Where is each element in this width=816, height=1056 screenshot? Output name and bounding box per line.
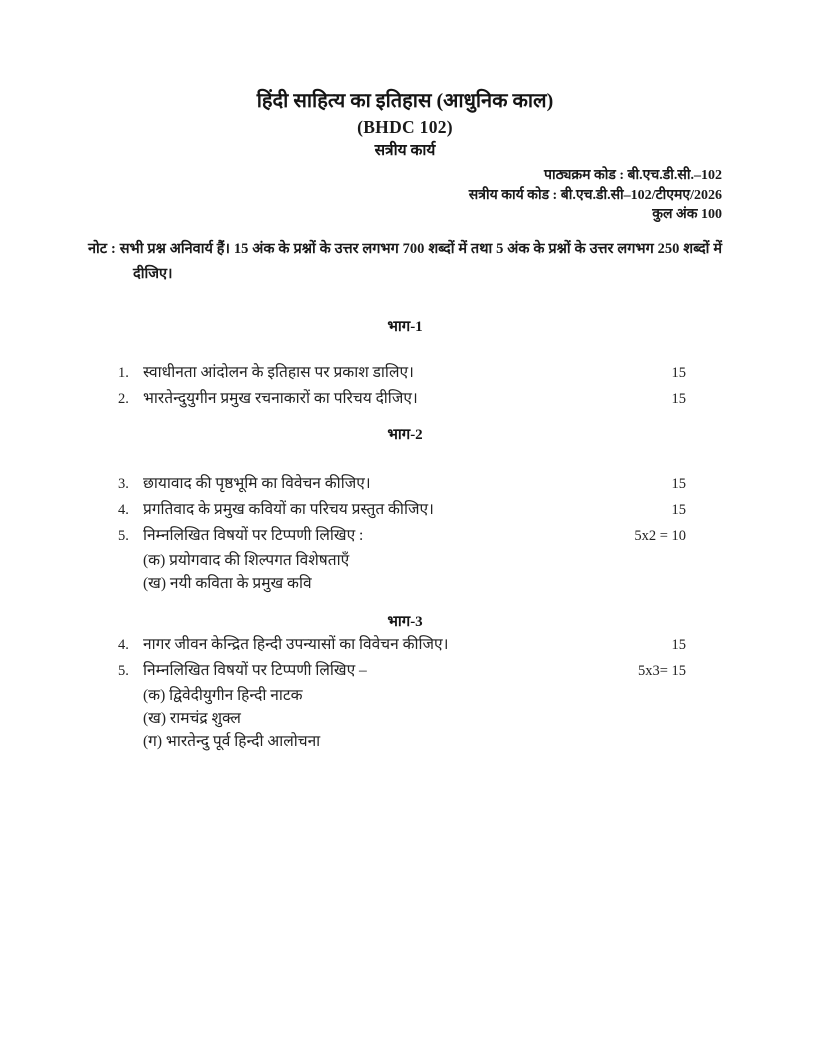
meta-total-marks: कुल अंक 100 <box>652 207 722 222</box>
question-number: 2. <box>118 390 129 407</box>
question-text: निम्नलिखित विषयों पर टिप्पणी लिखिए : <box>143 526 364 544</box>
meta-assignment-code: सत्रीय कार्य कोड : बी.एच.डी.सी–102/टीएमए/2026 <box>468 187 722 203</box>
question-marks: 15 <box>671 364 686 381</box>
question-row <box>88 471 722 497</box>
question-subitem: (ग) भारतेन्दु पूर्व हिन्दी आलोचना <box>143 732 321 750</box>
question-section <box>88 317 722 412</box>
section-heading: भाग-1 <box>387 318 423 335</box>
question-subitem: (क) प्रयोगवाद की शिल्पगत विशेषताएँ <box>143 551 350 569</box>
title-block <box>88 88 722 161</box>
question-marks: 15 <box>671 475 686 492</box>
note-text: सभी प्रश्न अनिवार्य हैं। 15 अंक के प्रश्नों के उत्तर लगभग 700 शब्दों में तथा 5 अंक के प्रश्नों के उत्तर लगभग 250 शब्दों में दीजिए। <box>119 240 722 282</box>
question-row <box>88 658 722 684</box>
question-section <box>88 425 722 595</box>
section-heading: भाग-3 <box>387 613 423 630</box>
question-row <box>88 497 722 523</box>
question-text: निम्नलिखित विषयों पर टिप्पणी लिखिए – <box>143 661 367 679</box>
question-row <box>88 632 722 658</box>
course-title: हिंदी साहित्य का इतिहास (आधुनिक काल) <box>256 90 554 112</box>
question-subitem: (ख) रामचंद्र शुक्ल <box>143 709 241 727</box>
question-marks: 15 <box>671 390 686 407</box>
question-subitem: (क) द्विवेदीयुगीन हिन्दी नाटक <box>143 686 303 704</box>
assignment-type: सत्रीय कार्य <box>374 142 436 159</box>
question-row <box>88 386 722 412</box>
meta-course-code: पाठ्यक्रम कोड : बी.एच.डी.सी.–102 <box>544 168 722 183</box>
question-text: भारतेन्दुयुगीन प्रमुख रचनाकारों का परिचय दीजिए। <box>143 389 418 407</box>
question-text: स्वाधीनता आंदोलन के इतिहास पर प्रकाश डालिए। <box>143 363 414 381</box>
question-number: 4. <box>118 501 129 518</box>
question-marks: 5x2 = 10 <box>634 527 686 544</box>
course-code: (BHDC 102) <box>357 117 453 137</box>
question-number: 3. <box>118 475 129 492</box>
assignment-meta <box>88 166 722 225</box>
question-text: छायावाद की पृष्ठभूमि का विवेचन कीजिए। <box>143 474 371 492</box>
sections-container <box>88 317 722 753</box>
question-marks: 5x3= 15 <box>637 662 686 679</box>
question-number: 5. <box>118 527 129 544</box>
question-number: 5. <box>118 662 129 679</box>
question-marks: 15 <box>671 636 686 653</box>
question-section <box>88 612 722 753</box>
question-number: 1. <box>118 364 129 381</box>
section-heading: भाग-2 <box>387 426 423 443</box>
note-label: नोट : <box>88 240 116 257</box>
question-text: प्रगतिवाद के प्रमुख कवियों का परिचय प्रस्तुत कीजिए। <box>143 500 434 518</box>
question-text: नागर जीवन केन्द्रित हिन्दी उपन्यासों का विवेचन कीजिए। <box>143 635 449 653</box>
question-number: 4. <box>118 636 129 653</box>
question-subitem: (ख) नयी कविता के प्रमुख कवि <box>143 574 312 592</box>
question-row <box>88 523 722 549</box>
question-row <box>88 360 722 386</box>
question-marks: 15 <box>671 501 686 518</box>
instructions-note <box>88 237 722 287</box>
